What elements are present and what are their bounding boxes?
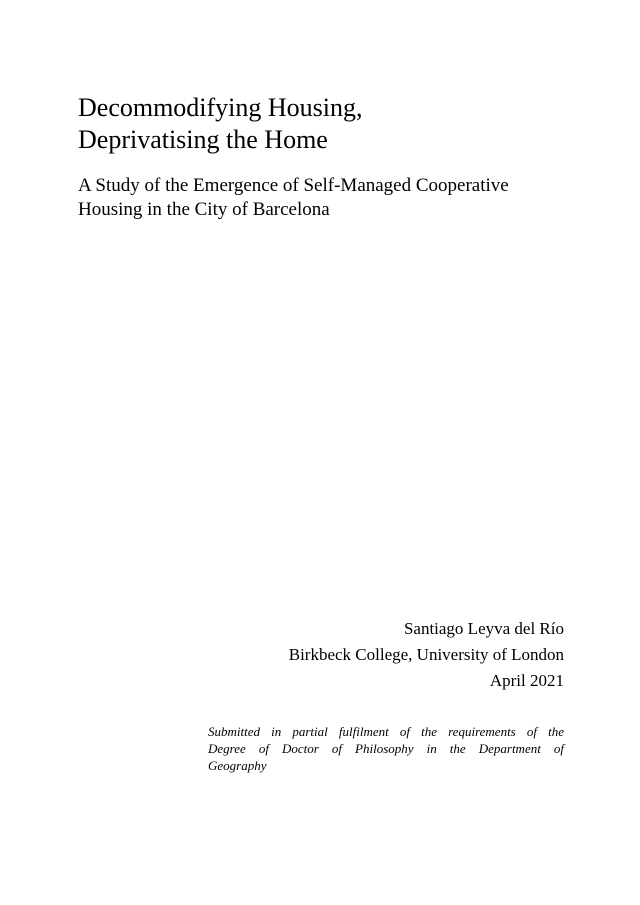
submission-statement: [208, 723, 564, 774]
thesis-subtitle-line: A Study of the Emergence of Self-Managed Cooperative: [78, 175, 509, 196]
author-name: Santiago Leyva del Río: [403, 619, 564, 638]
submission-date: April 2021: [489, 671, 564, 690]
submission-line: Degree of Doctor of Philosophy in the Department of: [208, 741, 564, 756]
thesis-title: [78, 92, 578, 156]
author-block: [289, 616, 564, 694]
submission-line: Submitted in partial fulfilment of the requirements of the: [208, 724, 564, 739]
thesis-subtitle: [78, 174, 598, 222]
submission-line: Geography: [208, 758, 267, 773]
thesis-title-line: Decommodifying Housing,: [78, 93, 363, 122]
thesis-subtitle-line: Housing in the City of Barcelona: [78, 199, 330, 220]
thesis-title-line: Deprivatising the Home: [78, 125, 328, 154]
institution-name: Birkbeck College, University of London: [288, 645, 564, 664]
